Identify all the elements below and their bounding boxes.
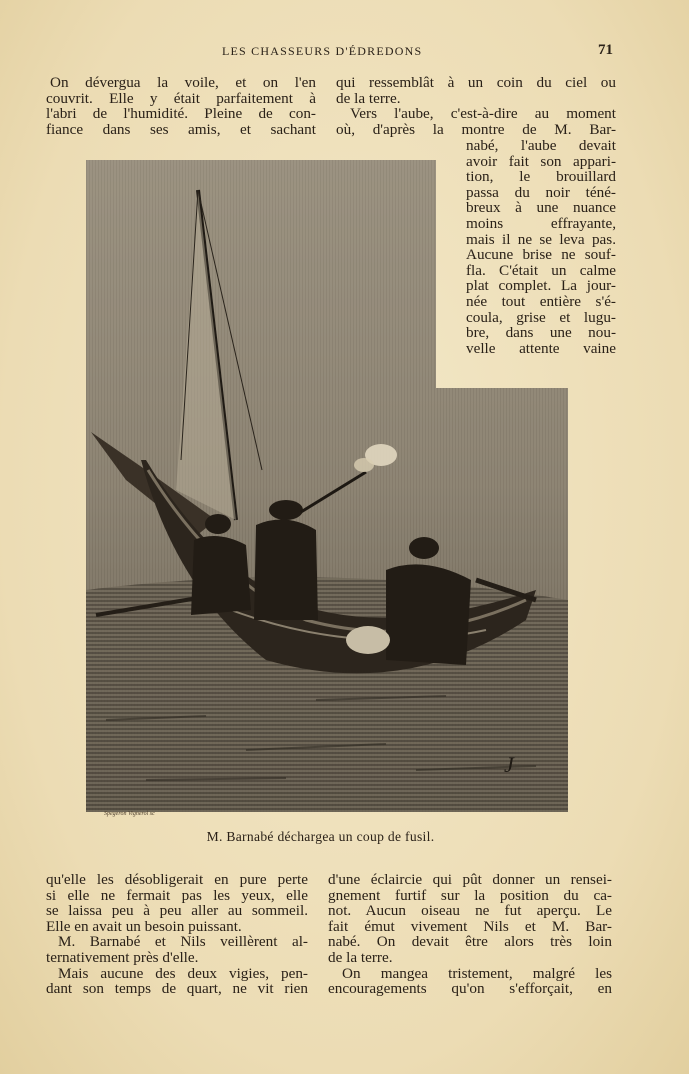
- text-column-bottom-left: [46, 872, 308, 997]
- text-line: bre, dans une nou-: [466, 324, 616, 342]
- engraver-credit: Spegeron Vignerol sc: [104, 811, 155, 817]
- text-line: d'une éclaircie qui pût donner un rensei-: [328, 871, 612, 888]
- text-line: breux à une nuance: [466, 199, 616, 217]
- artist-monogram: J: [504, 752, 514, 777]
- text-line: Vers l'aube, c'est-à-dire au moment: [350, 105, 616, 123]
- engraving-illustration: [86, 160, 568, 812]
- text-line: nabé. On devait être alors très loin: [328, 933, 612, 951]
- text-line: l'abri de l'humidité. Pleine de con-: [46, 105, 316, 123]
- illustration-caption: [0, 829, 689, 845]
- text-line: avoir fait son appari-: [466, 152, 616, 170]
- text-line: Aucune brise ne souf-: [466, 246, 616, 264]
- text-line: On mangea tristement, malgré les: [342, 964, 612, 982]
- text-line: nabé, l'aube devait: [466, 137, 616, 154]
- text-line: encouragements qu'on s'efforçait, en: [328, 980, 612, 998]
- text-line: où, d'après la montre de M. Bar-: [336, 120, 616, 138]
- text-line: plat complet. La jour-: [466, 277, 616, 295]
- text-line: mais il ne se leva pas.: [466, 230, 616, 248]
- text-line: gnement furtif sur la position du ca-: [328, 886, 612, 904]
- text-line: not. Aucun oiseau ne fut aperçu. Le: [328, 902, 612, 920]
- text-line: Mais aucune des deux vigies, pen-: [58, 964, 308, 982]
- text-line: dant son temps de quart, ne vit rien: [46, 980, 308, 998]
- text-line: Elle en avait un besoin puissant.: [46, 917, 242, 935]
- text-line: se laissa peu à peu aller au sommeil.: [46, 902, 308, 920]
- caption-text: M. Barnabé déchargea un coup de fusil.: [206, 829, 435, 844]
- text-line: qu'elle les désobligerait en pure perte: [46, 871, 308, 888]
- text-line: fla. C'était un calme: [466, 261, 616, 279]
- page-header: [0, 44, 689, 62]
- text-line: passa du noir téné-: [466, 183, 616, 201]
- text-line: couvrit. Elle y était parfaitement à: [46, 89, 316, 107]
- text-line: coula, grise et lugu-: [466, 308, 616, 326]
- text-line: de la terre.: [336, 89, 401, 107]
- text-column-top-right: [336, 75, 616, 137]
- text-line: fiance dans ses amis, et sachant: [46, 120, 316, 138]
- text-column-bottom-right: [328, 872, 612, 997]
- page-number: 71: [598, 42, 613, 58]
- text-line: fait émut vivement Nils et M. Bar-: [328, 917, 612, 935]
- text-line: si elle ne fermait pas les yeux, elle: [46, 886, 308, 904]
- text-line: tion, le brouillard: [466, 168, 616, 186]
- text-line: qui ressemblât à un coin du ciel ou: [336, 74, 616, 91]
- running-title: LES CHASSEURS D'ÉDREDONS: [222, 44, 423, 58]
- text-line: M. Barnabé et Nils veillèrent al-: [58, 933, 308, 951]
- text-column-top-left: [46, 75, 316, 137]
- text-line: velle attente vaine: [466, 339, 616, 357]
- text-line: moins effrayante,: [466, 214, 616, 232]
- text-line: née tout entière s'é-: [466, 292, 616, 310]
- text-line: On dévergua la voile, et on l'en: [50, 74, 316, 91]
- text-line: ternativement près d'elle.: [46, 948, 199, 966]
- boat-engraving: [86, 160, 568, 812]
- text-line: de la terre.: [328, 948, 393, 966]
